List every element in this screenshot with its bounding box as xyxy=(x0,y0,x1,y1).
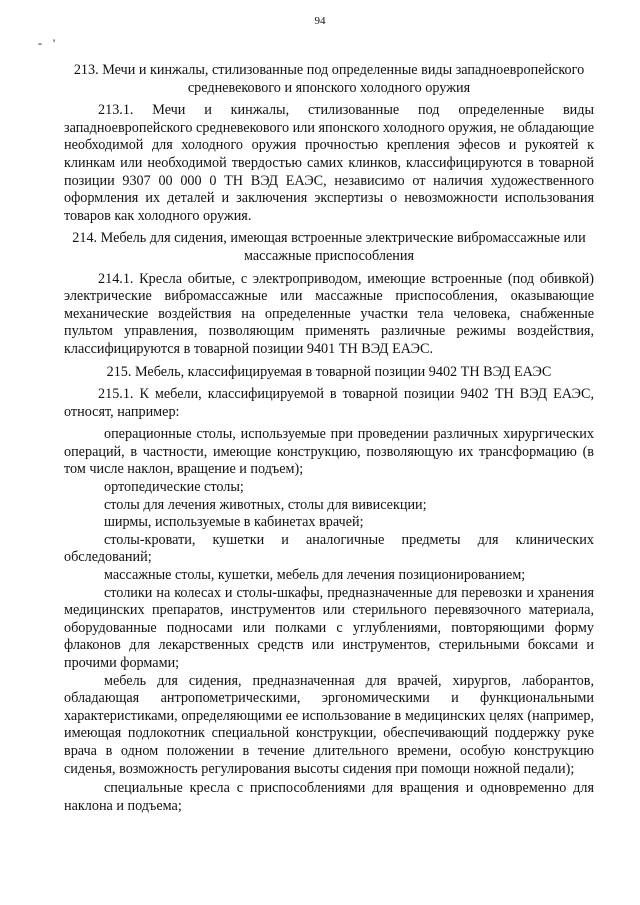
list-item: столы-кровати, кушетки и аналогичные предметы для клинических обследований; xyxy=(64,531,594,566)
paragraph-214-1: 214.1. Кресла обитые, с электроприводом, имеющие встроенные (под обивкой) электрические вибромассажные или массажные приспособления, оказывающие механические воздействия на определенные участки тела человека, снабженные пультом управления, позволяющим применять различные режимы воздействия, классифицируются в товарной позиции 9401 ТН ВЭД ЕАЭС. xyxy=(64,270,594,357)
page-number: 94 xyxy=(314,15,326,27)
section-215-heading: 215. Мебель, классифицируемая в товарной позиции 9402 ТН ВЭД ЕАЭС xyxy=(106,363,552,380)
list-item: операционные столы, используемые при проведении различных хирургических операций, в частности, имеющие конструкцию, позволяющую их трансформацию (в том числе наклон, вращение и подъем); xyxy=(64,426,594,478)
list-item: ортопедические столы; xyxy=(104,479,244,496)
list-item: массажные столы, кушетки, мебель для лечения позиционированием; xyxy=(104,567,526,584)
section-213-heading: 213. Мечи и кинжалы, стилизованные под определенные виды западноевропейского средневекового и японского холодного оружия xyxy=(73,62,585,96)
section-214-heading: 214. Мебель для сидения, имеющая встроенные электрические вибромассажные или массажные приспособления xyxy=(72,230,586,264)
list-item: специальные кресла с приспособлениями для вращения и одновременно для наклона и подъема; xyxy=(64,780,594,814)
list-item: столы для лечения животных, столы для вивисекции; xyxy=(104,496,427,513)
list-item: столики на колесах и столы-шкафы, предназначенные для перевозки и хранения медицинских препаратов, инструментов или стерильного перевязочного материала, оборудованные подносами или полками с углублениями, повторяющими форму флаконов для лекарственных средств или инструментов, стерильными боксами и прочими формами; xyxy=(64,584,594,671)
paragraph-215-1: 215.1. К мебели, классифицируемой в товарной позиции 9402 ТН ВЭД ЕАЭС, относят, например: xyxy=(64,386,594,420)
document-body xyxy=(64,62,594,815)
list-item: ширмы, используемые в кабинетах врачей; xyxy=(104,514,364,531)
corner-mark: - ' xyxy=(38,36,60,50)
list-item: мебель для сидения, предназначенная для врачей, хирургов, лаборантов, обладающая антропометрическими, эргономическими и функциональными характеристиками, определяющими ее использование в медицинских целях (например, имеющая подлокотник специальной конструкции, обеспечивающий поддержку руке врача в одном положении в течение длительного времени, особую конструкцию сиденья, возможность регулирования высоты сидения при помощи ножной педали); xyxy=(64,672,594,777)
paragraph-213-1: 213.1. Мечи и кинжалы, стилизованные под определенные виды западноевропейского средневекового или японского холодного оружия, не обладающие необходимой для холодного оружия прочностью крепления эфесов и рукоятей к клинкам или необходимой твердостью самих клинков, классифицируются в товарной позиции 9307 00 000 0 ТН ВЭД ЕАЭС, независимо от наличия художественного оформления их деталей и заключения экспертизы о невозможности использования товаров как холодного оружия. xyxy=(64,102,594,224)
